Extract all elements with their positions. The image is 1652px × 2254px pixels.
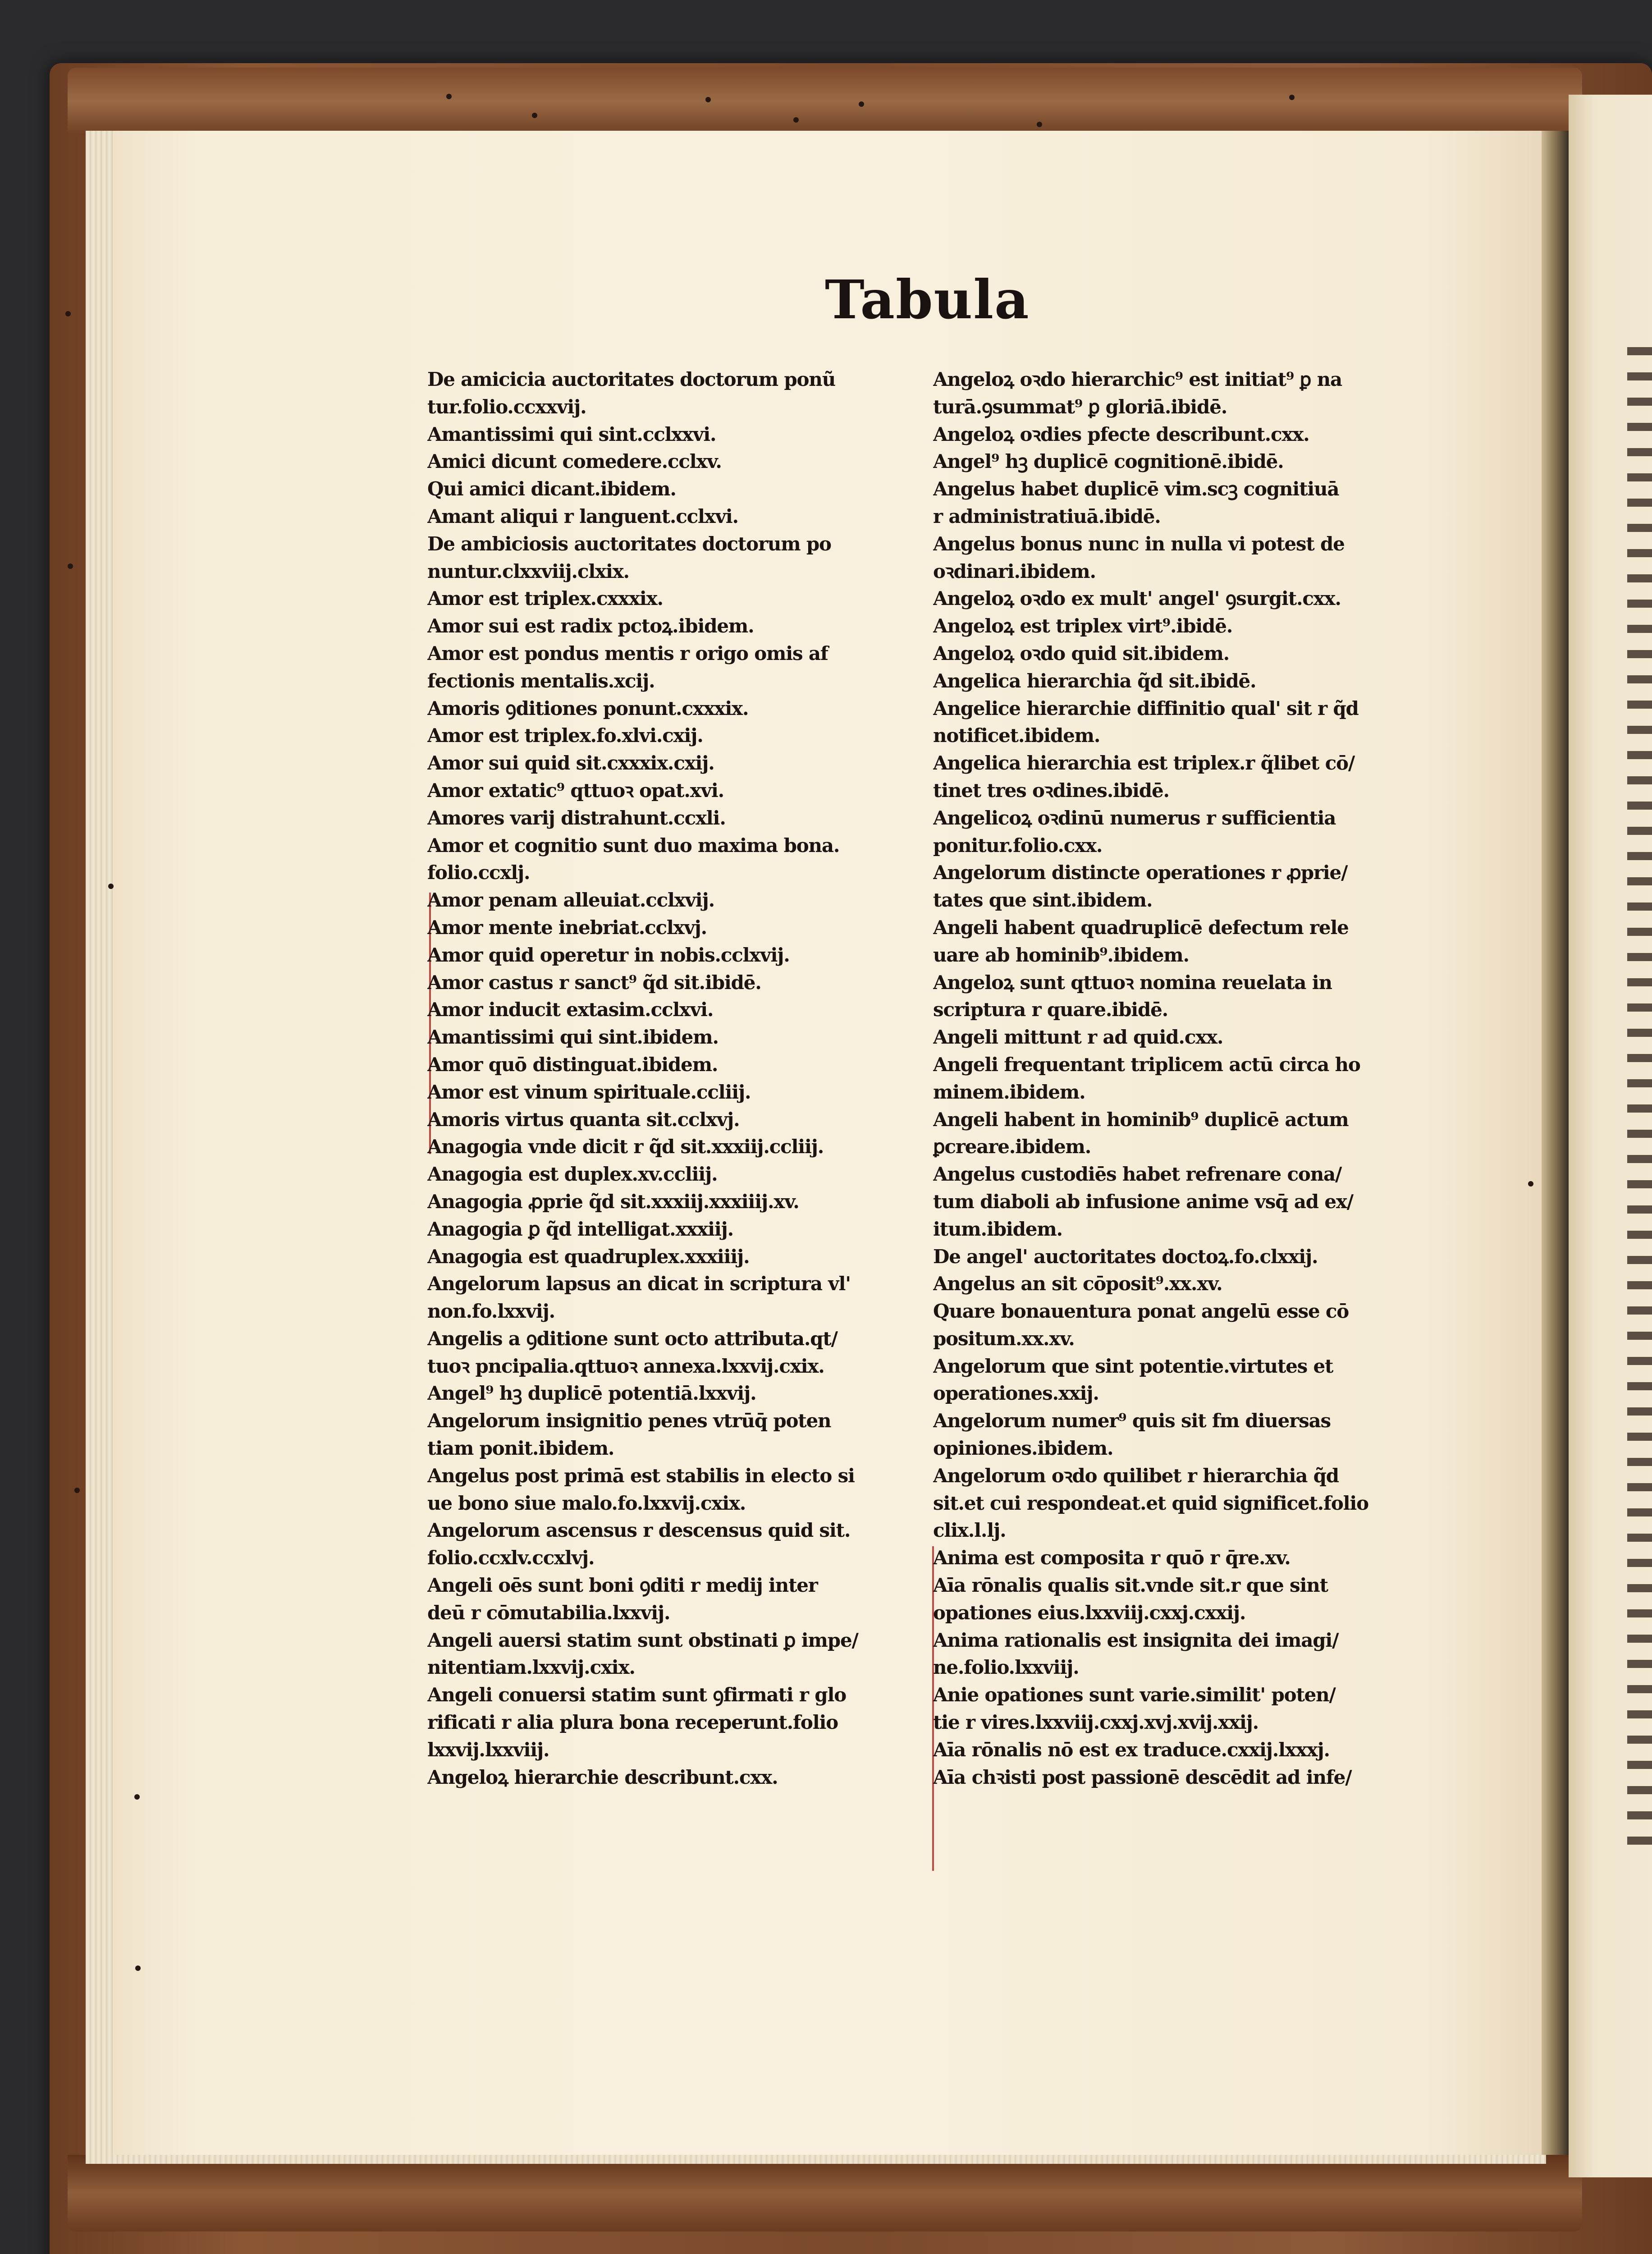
index-line: Amor quid operetur in nobis.cclxvij. <box>427 944 790 966</box>
index-line: De amicicia auctoritates doctorum ponũ <box>427 368 836 390</box>
index-line: Angeli mittunt r ad quid.cxx. <box>933 1026 1223 1049</box>
index-line: deū r cōmutabilia.lxxvij. <box>427 1601 670 1624</box>
index-line: Angelice hierarchie diffinitio qual' sit r q̃d <box>933 697 1359 719</box>
index-line: Angelica hierarchia est triplex.r q̃libet cō/ <box>933 752 1355 774</box>
index-line: Angeloꝝ oꝛdo ex mult' angel' ꝯsurgit.cxx. <box>933 587 1341 610</box>
worm-hole <box>446 94 452 99</box>
index-line: minem.ibidem. <box>933 1081 1085 1103</box>
index-line: Amor est pondus mentis r origo omis af <box>427 642 828 664</box>
index-line: Angelus post primā est stabilis in electo si <box>427 1464 855 1487</box>
index-line: Aīa rōnalis qualis sit.vnde sit.r que sint <box>933 1574 1328 1597</box>
index-line: Anagogia est duplex.xv.ccliij. <box>427 1163 718 1186</box>
index-line: scriptura r quare.ibidē. <box>933 999 1168 1021</box>
index-line: Amor castus r sanct⁹ q̃d sit.ibidē. <box>427 971 761 994</box>
index-line: Amoris virtus quanta sit.cclxvj. <box>427 1108 740 1131</box>
index-line: tuoꝛ pncipalia.qttuoꝛ annexa.lxxvij.cxix. <box>427 1355 824 1377</box>
worm-hole <box>793 117 799 123</box>
index-line: Aīa rōnalis nō est ex traduce.cxxij.lxxxj. <box>933 1738 1330 1761</box>
worm-hole <box>1289 95 1295 100</box>
worm-hole <box>1528 1181 1533 1187</box>
index-line: De ambiciosis auctoritates doctorum po <box>427 532 831 555</box>
index-line: Angelorum lapsus an dicat in scriptura vl' <box>427 1273 851 1295</box>
index-line: ponitur.folio.cxx. <box>933 834 1103 857</box>
index-line: positum.xx.xv. <box>933 1327 1075 1350</box>
index-line: opiniones.ibidem. <box>933 1437 1113 1460</box>
index-line: Amant aliqui r languent.cclxvi. <box>427 505 738 527</box>
index-line: Angel⁹ hꝫ duplicē cognitionē.ibidē. <box>933 450 1284 473</box>
index-line: Angelis a ꝯditione sunt octo attributa.qt/ <box>427 1327 837 1350</box>
index-line: Angeloꝝ hierarchie describunt.cxx. <box>427 1766 778 1788</box>
index-line: Angelorum numer⁹ quis sit fm diuersas <box>933 1410 1331 1432</box>
index-line: folio.ccxlj. <box>427 861 530 884</box>
index-line: Angelus an sit cōposit⁹.xx.xv. <box>933 1273 1222 1295</box>
right-page-text-fragment <box>1627 347 1652 1848</box>
index-line: folio.ccxlv.ccxlvj. <box>427 1547 595 1569</box>
index-line: Angelica hierarchia q̃d sit.ibidē. <box>933 669 1256 692</box>
index-line: Angeloꝝ oꝛdies pfecte describunt.cxx. <box>933 423 1309 445</box>
index-line: tinet tres oꝛdines.ibidē. <box>933 779 1169 802</box>
worm-hole <box>65 311 71 316</box>
worm-hole <box>74 1488 80 1493</box>
worm-hole <box>532 113 537 118</box>
index-line: clix.l.lj. <box>933 1519 1006 1542</box>
right-page-fragment <box>1569 95 1652 2177</box>
index-line: r administratiuā.ibidē. <box>933 505 1161 527</box>
index-line: Angel⁹ hꝫ duplicē potentiā.lxxvij. <box>427 1382 756 1405</box>
index-line: ꝑcreare.ibidem. <box>933 1136 1091 1158</box>
index-line: tum diaboli ab infusione anime vsq̄ ad ex/ <box>933 1190 1353 1213</box>
index-line: Anima est composita r quō r q̄re.xv. <box>933 1547 1290 1569</box>
index-line: notificet.ibidem. <box>933 724 1100 747</box>
index-line: Amici dicunt comedere.cclxv. <box>427 450 722 473</box>
index-line: Amor sui est radix pctoꝝ.ibidem. <box>427 615 754 637</box>
cover-top-edge <box>68 68 1582 135</box>
cover-bottom-edge <box>68 2155 1582 2231</box>
worm-hole <box>134 1794 140 1800</box>
index-line: ue bono siue malo.fo.lxxvij.cxix. <box>427 1492 746 1514</box>
index-line: Anie opationes sunt varie.similit' poten/ <box>933 1684 1336 1706</box>
index-line: rificati r alia plura bona receperunt.folio <box>427 1711 838 1734</box>
index-line: Quare bonauentura ponat angelū esse cō <box>933 1300 1349 1323</box>
index-line: Anagogia ꝑ q̃d intelligat.xxxiij. <box>427 1218 734 1240</box>
worm-hole <box>859 101 864 107</box>
index-line: Angeloꝝ sunt qttuoꝛ nomina reuelata in <box>933 971 1332 994</box>
worm-hole <box>108 884 114 889</box>
index-line: Amoris ꝯditiones ponunt.cxxxix. <box>427 697 749 719</box>
index-line: Amor est triplex.cxxxix. <box>427 587 663 610</box>
index-line: sit.et cui respondeat.et quid significet.folio <box>933 1492 1368 1514</box>
worm-hole <box>705 97 711 102</box>
index-line: Aīa chꝛisti post passionē descēdit ad infe/ <box>933 1766 1352 1788</box>
index-line: uare ab hominib⁹.ibidem. <box>933 944 1189 966</box>
index-line: Angeloꝝ est triplex virt⁹.ibidē. <box>933 615 1233 637</box>
index-line: Angelus habet duplicē vim.scꝫ cognitiuā <box>933 478 1339 500</box>
index-line: Angelorum insignitio penes vtrūq̄ poten <box>427 1410 831 1432</box>
worm-hole <box>68 564 73 569</box>
index-line: itum.ibidem. <box>933 1218 1062 1240</box>
index-line: tiam ponit.ibidem. <box>427 1437 614 1460</box>
index-line: Angeli habent quadruplicē defectum rele <box>933 916 1349 939</box>
index-line: Amor mente inebriat.cclxvj. <box>427 916 707 939</box>
index-line: tates que sint.ibidem. <box>933 889 1153 912</box>
index-line: Amor penam alleuiat.cclxvij. <box>427 889 714 912</box>
index-line: Angelorum que sint potentie.virtutes et <box>933 1355 1333 1377</box>
index-line: Angelus custodiēs habet refrenare cona/ <box>933 1163 1342 1186</box>
index-line: Angelus bonus nunc in nulla vi potest de <box>933 532 1345 555</box>
index-line: tie r vires.lxxviij.cxxj.xvj.xvij.xxij. <box>933 1711 1259 1734</box>
index-line: lxxvij.lxxviij. <box>427 1738 549 1761</box>
index-line: Amor sui quid sit.cxxxix.cxij. <box>427 752 714 774</box>
index-line: Angeli auersi statim sunt obstinati ꝑ impe/ <box>427 1629 858 1651</box>
index-line: Angelorum oꝛdo quilibet r hierarchia q̃d <box>933 1464 1339 1487</box>
index-line: ne.folio.lxxviij. <box>933 1656 1079 1679</box>
index-line: oꝛdinari.ibidem. <box>933 560 1096 582</box>
index-line: opationes eius.lxxviij.cxxj.cxxij. <box>933 1601 1246 1624</box>
index-line: Qui amici dicant.ibidem. <box>427 478 676 500</box>
index-line: Angelorum ascensus r descensus quid sit. <box>427 1519 851 1542</box>
index-line: Angeloꝝ oꝛdo hierarchic⁹ est initiat⁹ ꝑ na <box>933 368 1342 390</box>
index-line: Amantissimi qui sint.cclxxvi. <box>427 423 716 445</box>
book-gutter <box>1542 131 1569 2155</box>
index-line: Amor est vinum spirituale.ccliij. <box>427 1081 751 1103</box>
index-line: non.fo.lxxvij. <box>427 1300 555 1323</box>
index-line: Angeli oēs sunt boni ꝯditi r medij inter <box>427 1574 818 1597</box>
index-line: Angeloꝝ oꝛdo quid sit.ibidem. <box>933 642 1230 664</box>
index-line: Angeli conuersi statim sunt ꝯfirmati r glo <box>427 1684 847 1706</box>
index-line: Anagogia est quadruplex.xxxiiij. <box>427 1245 750 1268</box>
index-line: Angeli frequentant triplicem actū circa ho <box>933 1053 1360 1076</box>
index-line: Amantissimi qui sint.ibidem. <box>427 1026 718 1049</box>
index-line: Amor est triplex.fo.xlvi.cxij. <box>427 724 703 747</box>
index-line: Amores varij distrahunt.ccxli. <box>427 806 726 829</box>
index-line: fectionis mentalis.xcij. <box>427 669 655 692</box>
index-line: Amor quō distinguat.ibidem. <box>427 1053 718 1076</box>
page-title: Tabula <box>825 268 1030 331</box>
index-line: turā.ꝯsummat⁹ ꝑ gloriā.ibidē. <box>933 395 1227 418</box>
index-line: nitentiam.lxxvij.cxix. <box>427 1656 635 1679</box>
index-line: Anima rationalis est insignita dei imagi/ <box>933 1629 1339 1651</box>
index-line: tur.folio.ccxxvij. <box>427 395 586 418</box>
index-line: Angelorum distincte operationes r ꝓprie/ <box>933 861 1348 884</box>
index-line: Amor inducit extasim.cclxvi. <box>427 999 714 1021</box>
index-column-left <box>427 366 928 1791</box>
index-line: Anagogia ꝓprie q̃d sit.xxxiij.xxxiiij.xv. <box>427 1190 799 1213</box>
index-line: Amor extatic⁹ qttuoꝛ opat.xvi. <box>427 779 724 802</box>
index-line: operationes.xxij. <box>933 1382 1099 1405</box>
index-line: Amor et cognitio sunt duo maxima bona. <box>427 834 840 857</box>
worm-hole <box>135 1965 141 1971</box>
index-line: Angeli habent in hominib⁹ duplicē actum <box>933 1108 1349 1131</box>
index-line: De angel' auctoritates doctoꝝ.fo.clxxij. <box>933 1245 1318 1268</box>
index-line: Angelicoꝝ oꝛdinū numerus r sufficientia <box>933 806 1336 829</box>
index-line: Anagogia vnde dicit r q̃d sit.xxxiij.ccliij. <box>427 1136 824 1158</box>
worm-hole <box>1037 122 1042 127</box>
index-column-right <box>933 366 1424 1791</box>
index-line: nuntur.clxxviij.clxix. <box>427 560 629 582</box>
